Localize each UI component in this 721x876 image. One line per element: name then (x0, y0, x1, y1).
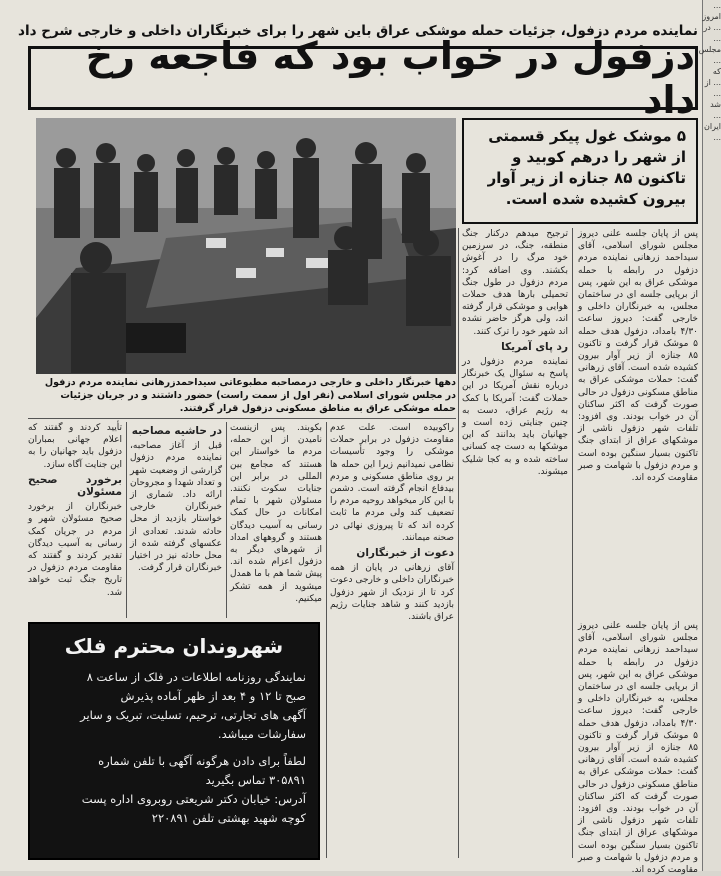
ad-line: آگهی های تجارتی، ترحیم، تسلیت، تبریک و سایر (80, 708, 306, 722)
ad-line: سفارشات میباشد. (217, 727, 306, 741)
column-4-text-2: پیش شما هم با ما همدل میشوید از همه تشکر میکنیم. (230, 569, 322, 604)
adjacent-column-strip (698, 0, 721, 871)
ad-line: ۳۰۵۸۹۱ تماس بگیرید (205, 773, 306, 787)
column-6-subhead: برخورد صحیح مسئولان (28, 473, 122, 499)
ad-line: نمایندگی روزنامه اطلاعات در فلک از ساعت ۸ (86, 670, 306, 684)
column-divider (226, 422, 227, 618)
column-divider (572, 228, 573, 858)
lead-text: ۵ موشک غول پیکر قسمتی از شهر را درهم کوبید و تاکنون ۸۵ جنازه از زیر آوار بیرون کشیده شده است. (487, 127, 686, 208)
article-column-1-continued (578, 620, 698, 876)
column-4-text: بکوبند. پس ازینست نامیدن از این حمله، مردم ما خواستار این هستند که مجامع بین المللی در برابر این جنایات سکوت نکنند. مسئولان شهر با تمام امکانات در حال کمک رسانی به آسیب دیدگان هستند و گروههای امداد از شهرهای دیگر به دزفول اعزام شده اند. (230, 423, 322, 568)
column-1-continued-text: پس از پایان جلسه علنی دیروز مجلس شورای اسلامی، آقای سیداحمد زرهانی نماینده مردم دزفول در رابطه با حمله موشکی عراق به این شهر، پس از برپایی جلسه ای در ساختمان مجلس، به خبرنگاران داخلی و خارجی گفت: دیروز ساعت ۴/۳۰ بامداد، دزفول هدف حمله ۵ موشک قرار گرفت و تاکنون ۸۵ جنازه از زیر آوار بیرون کشیده شده است. آقای زرهانی گفت: حملات موشکی عراق به مناطق مسکونی دزفول در حالی صورت گرفت که اکثر ساکنان آن در خواب بودند. وی افزود: تلفات شهر دزفول ناشی از موشکهای عراق از ابتدای جنگ تاکنون بسیار سنگین بوده است و مردم دزفول با شهامت و صبر مقاومت کرده اند. (578, 621, 698, 876)
column-3-text: راکوبیده است. علت عدم مقاومت دزفول در برابر حملات موشکی را وجود تأسیسات نظامی نمیدانیم زیرا این حمله ها بر روی مناطق مسکونی و مردم بیدفاع انجام گرفته است. دشمن با این کار میخواهد روحیه مردم را تضعیف کند ولی مردم ما ثابت کرده اند که تا پیروزی نهائی در صحنه میمانند. (330, 423, 454, 543)
ad-line: صبح تا ۱۲ و ۴ بعد از ظهر آماده پذیرش (120, 689, 306, 703)
column-2-subhead: رد پای آمریکا (501, 340, 568, 353)
ad-title: شهروندان محترم فلک (64, 634, 284, 658)
ad-line: کوچه شهید بهشتی تلفن ۲۲۰۸۹۱ (151, 811, 306, 825)
column-divider (458, 228, 459, 858)
article-headline: دزفول در خواب بود که فاجعه رخ داد (85, 34, 695, 122)
photo-caption: دهها خبرنگار داخلی و خارجی درمصاحبه مطبوعاتی سیداحمدزرهانی نماینده مردم دزفول در مجلس شورای اسلامی (نفر اول از سمت راست) حضور داشتند و در جریان جزئیات حمله موشکی عراق به مناطق مسکونی دزفول قرار گرفتند. (44, 377, 456, 414)
press-conference-photo (36, 118, 456, 374)
section-divider (28, 418, 456, 419)
column-2-text-2: نماینده مردم دزفول در پاسخ به سئوال یک خبرنگار درباره نقش آمریکا در این حملات گفت: آمریکا با کمک به رژیم عراق، دست به چنین جنایتی زده است و جهانیان باید بدانند که این موشکها به دست چه کسانی ساخته شده و به کجا شلیک میشوند. (462, 357, 568, 477)
column-6-text: تأیید کردند و گفتند که اعلام جهانی بمباران دزفول باید جهانیان را به این جنایت آگاه سازد. (28, 423, 122, 470)
article-column-2 (462, 228, 568, 858)
advertisement-box (28, 622, 320, 860)
column-5-subhead: در حاشیه مصاحبه (131, 425, 222, 437)
column-5-text: قبل از آغاز مصاحبه، نماینده مردم دزفول گزارشی از وضعیت شهر و تعداد شهدا و مجروحان ارائه داد. شماری از خبرنگاران خارجی خواستار بازدید از محل حادثه شدند. تعدادی از عکسهای گرفته شده از محل حادثه نیز در اختیار خبرنگاران قرار گرفت. (130, 441, 222, 574)
column-divider (326, 422, 327, 858)
column-6-text-2: خبرنگاران از برخورد صحیح مسئولان شهر و مردم در جریان کمک رسانی به آسیب دیدگان تقدیر کردند و گفتند که مقاومت مردم دزفول در تاریخ جنگ ثبت خواهد شد. (28, 502, 122, 598)
lead-box (462, 118, 698, 224)
photo-illustration (36, 118, 456, 374)
article-column-3 (330, 422, 454, 858)
ad-line: آدرس: خیابان دکتر شریعتی روبروی اداره پست (81, 792, 306, 806)
article-column-1 (578, 228, 698, 618)
article-column-4 (230, 422, 322, 618)
column-1-text: پس از پایان جلسه علنی دیروز مجلس شورای اسلامی، آقای سیداحمد زرهانی نماینده مردم دزفول در رابطه با حمله موشکی عراق به این شهر، پس از برپایی جلسه ای در ساختمان مجلس، به خبرنگاران داخلی و خارجی گفت: دیروز ساعت ۴/۳۰ بامداد، دزفول هدف حمله ۵ موشک قرار گرفت و تاکنون ۸۵ جنازه از زیر آوار بیرون کشیده شده است. آقای زرهانی گفت: حملات موشکی عراق به مناطق مسکونی دزفول در حالی صورت گرفت که اکثر ساکنان آن در خواب بودند. وی افزود: تلفات شهر دزفول ناشی از موشکهای عراق از ابتدای جنگ تاکنون بسیار سنگین بوده است و مردم دزفول با شهامت و صبر مقاومت کرده اند. (578, 229, 698, 484)
column-3-subhead: دعوت از خبرنگاران (356, 547, 454, 560)
article-column-6 (28, 422, 122, 618)
column-divider (126, 422, 127, 618)
ad-line: لطفاً برای دادن هرگونه آگهی با تلفن شماره (98, 754, 306, 768)
headline-box (28, 34, 698, 122)
article-kicker: نماینده مردم دزفول، جزئیات حمله موشکی عراق باین شهر را برای خبرنگاران داخلی و خارجی شرح داد (18, 23, 698, 39)
article-column-5 (130, 422, 222, 618)
column-2-text: ترجیح میدهم درکنار جنگ منطقه، جنگ، در سرزمین خود مرگ را در آغوش بکشند. وی اضافه کرد: مردم دزفول در طول جنگ تحمیلی بارها هدف حملات هوایی و موشکی قرار گرفته اند، ولی هرگز حاضر نشده اند شهر خود را ترک کنند. (462, 229, 568, 337)
column-3-text-2: آقای زرهانی در پایان از همه خبرنگاران داخلی و خارجی دعوت کرد تا از نزدیک از شهر دزفول بازدید کنند و شاهد جنایات رژیم عراق باشند. (330, 563, 454, 623)
adjacent-column-text: ... امروز ... در ... مجلس ... که ... از ... شد ... ایران ... (698, 1, 721, 142)
